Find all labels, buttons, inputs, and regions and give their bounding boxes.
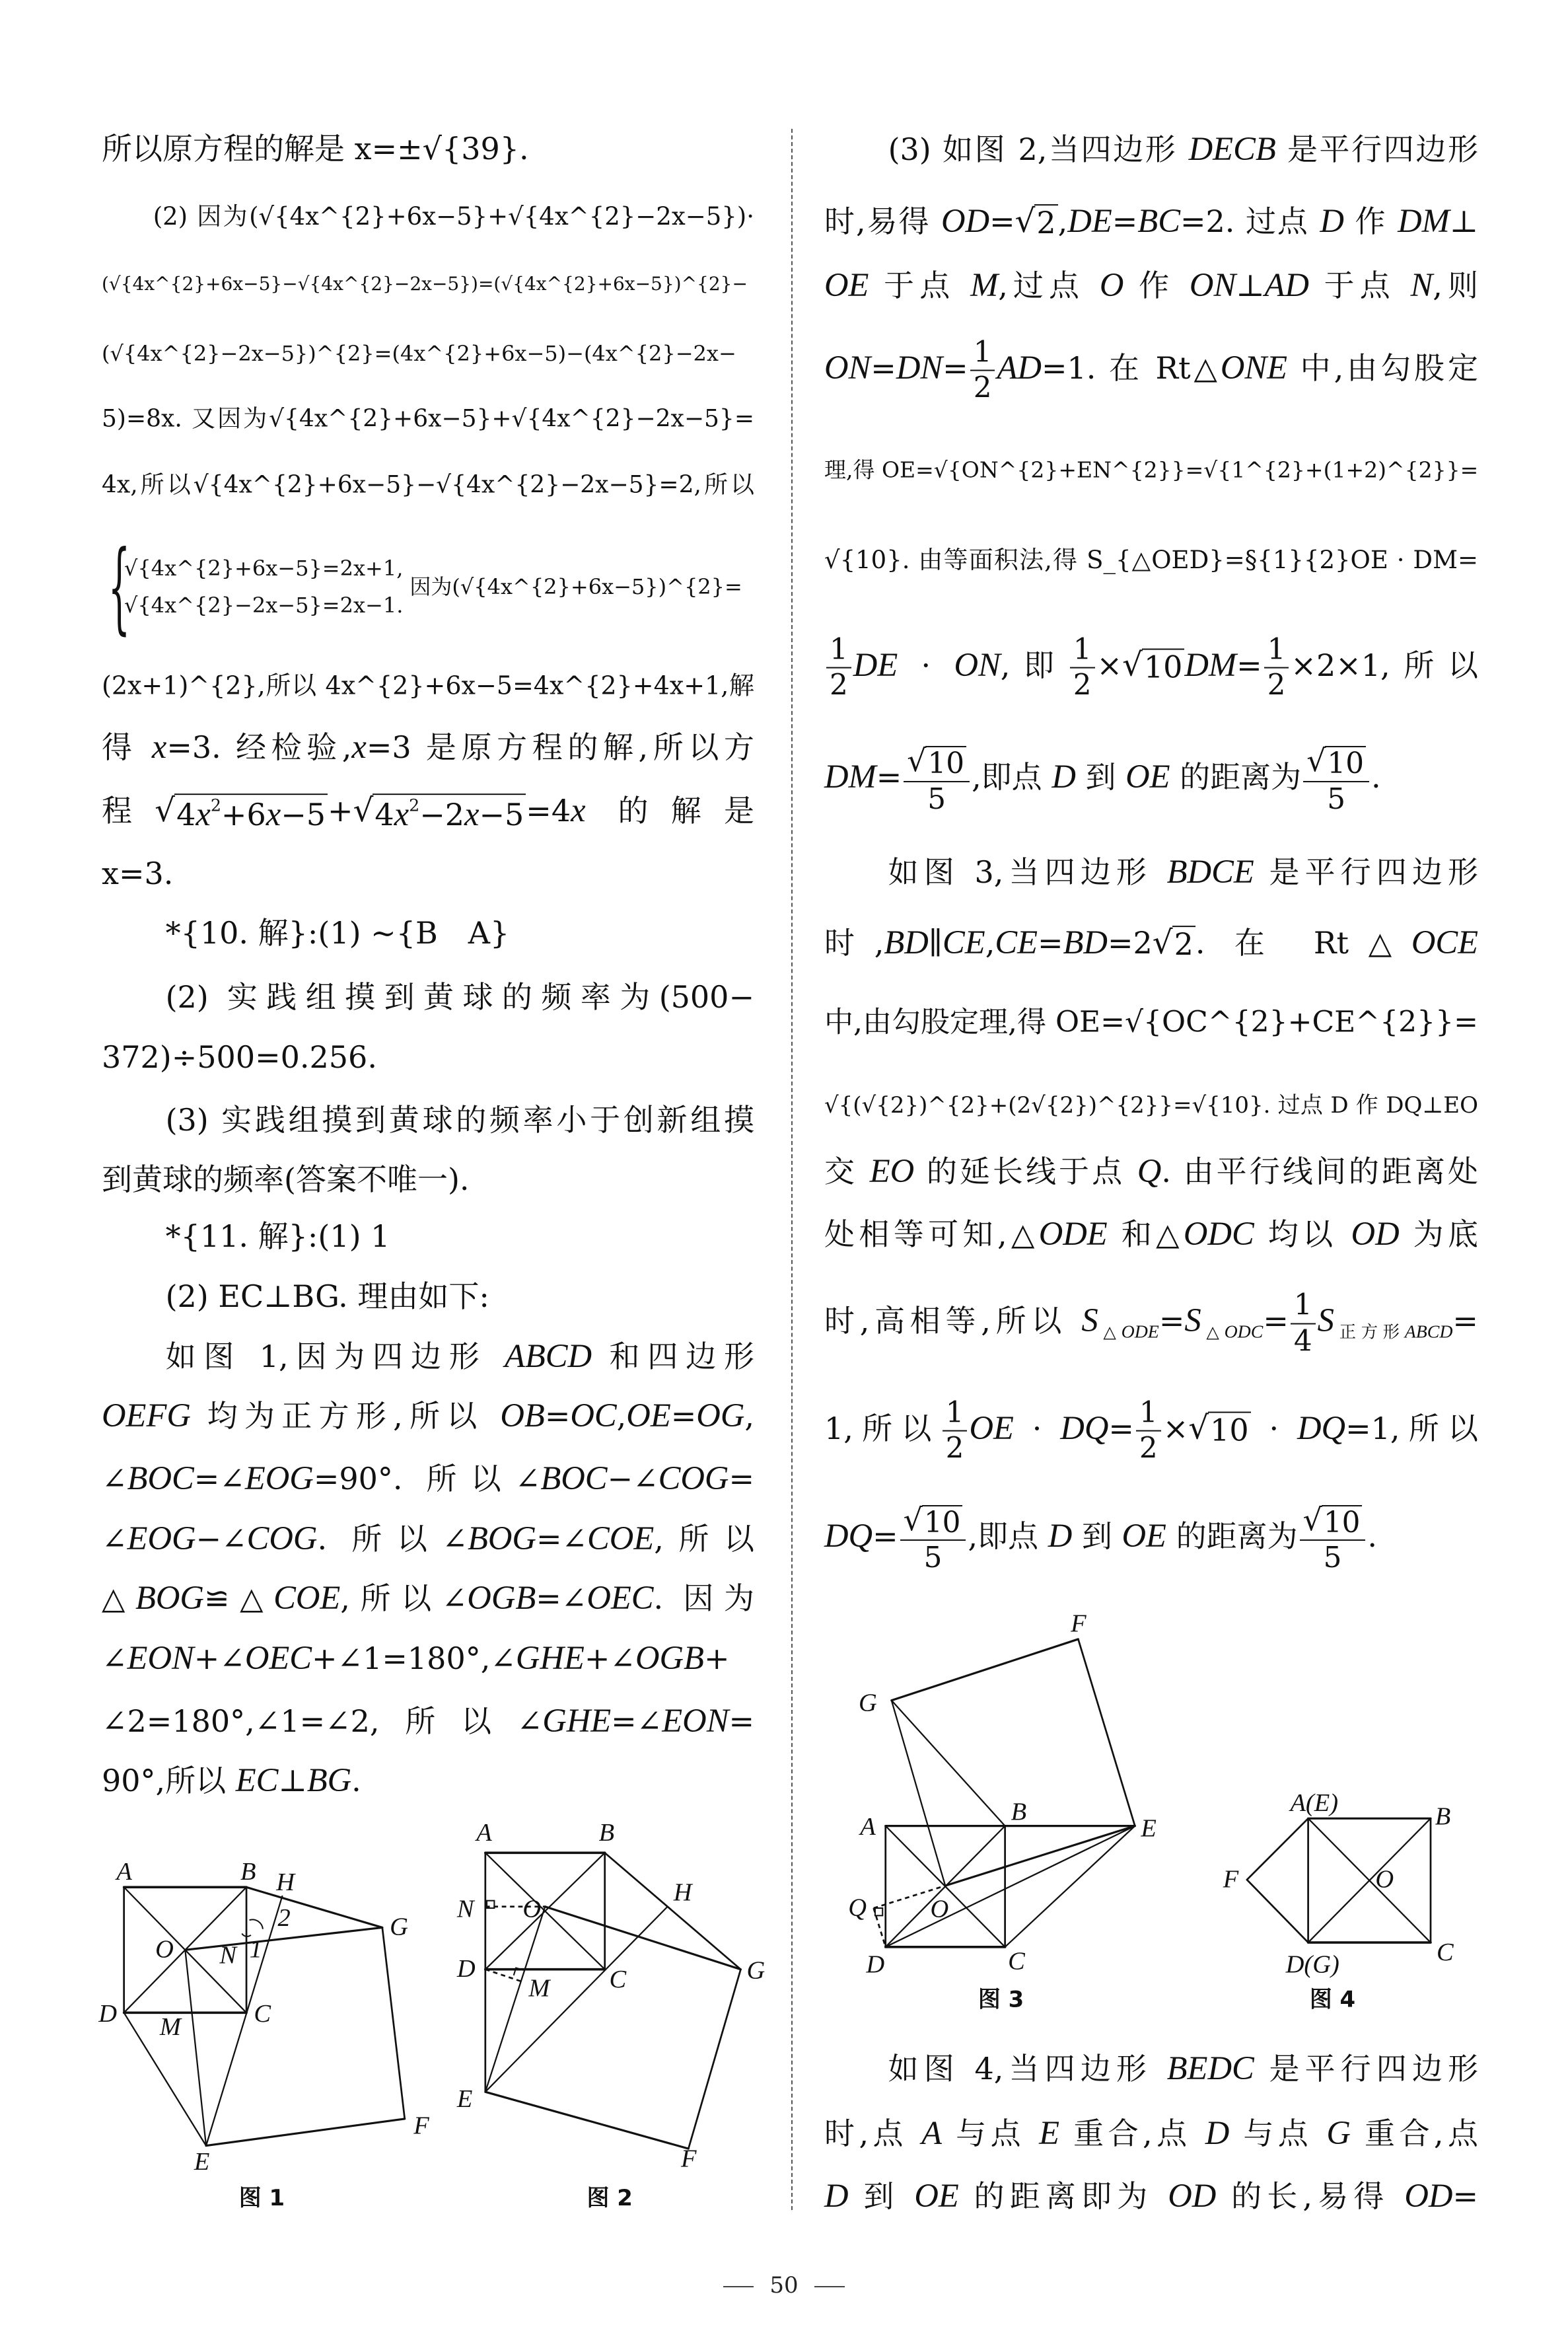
fraction — [1136, 1396, 1161, 1467]
variable: ODE — [1121, 1321, 1159, 1343]
variable: CE — [995, 923, 1038, 961]
text-line: (2) 实践组摸到黄球的频率为(500− — [165, 979, 754, 1015]
fraction — [943, 1396, 968, 1467]
text-line: ∠EON+∠OEC+∠1=180°,∠GHE+∠OGB+ — [102, 1639, 730, 1676]
text-line: OEFG 均为正方形,所以 OB=OC,OE=OG, — [102, 1397, 754, 1434]
variable: OE — [626, 1397, 671, 1434]
point-label-E: E — [194, 2147, 210, 2176]
system-rows — [124, 555, 403, 619]
radicand: 2 — [1172, 926, 1195, 963]
text-line: 处相等可知,△ODE 和△ODC 均以 OD 为底 — [824, 1214, 1479, 1252]
variable: x — [571, 791, 586, 829]
variable: OD — [1168, 2176, 1217, 2214]
system-row: √{4x^{2}+6x−5}=2x+1, — [124, 555, 404, 581]
text-line: 得 x=3. 经检验,x=3 是原方程的解,所以方 — [102, 727, 754, 765]
radical-sign: √ — [903, 1501, 923, 1537]
text-line: DM= √ 10 5 ,即点 D 到 OE 的距离为 √ 10 5 . — [824, 743, 1381, 816]
right-angle-mark-Q — [875, 1908, 882, 1915]
variable: G — [1326, 2114, 1351, 2151]
sqrt-expression — [904, 1502, 963, 1539]
text-line: 交 EO 的延长线于点 Q. 由平行线间的距离处 — [824, 1152, 1479, 1189]
variable: N — [1410, 266, 1433, 303]
variable: x — [351, 727, 367, 765]
variable: DQ — [1060, 1409, 1109, 1447]
numerator: 1 — [943, 1396, 968, 1432]
fraction — [904, 743, 970, 817]
variable: D — [1051, 758, 1076, 795]
figure-caption: 图 1 — [238, 2185, 285, 2211]
numerator — [900, 1502, 966, 1541]
variable: OEC — [587, 1579, 654, 1617]
point-label-B: B — [1011, 1798, 1027, 1826]
text-line: 如图 4,当四边形 BEDC 是平行四边形 — [888, 2049, 1478, 2087]
figure-caption: 图 3 — [978, 1986, 1024, 2012]
fraction — [1300, 1502, 1366, 1576]
variable: OE — [824, 266, 869, 303]
text-line: 372)÷500=0.256. — [102, 1039, 377, 1075]
variable: COE — [273, 1579, 341, 1617]
variable: BOC — [540, 1459, 608, 1497]
sqrt-expression — [1303, 1502, 1363, 1539]
variable: BD — [884, 923, 929, 961]
numerator: 1 — [826, 632, 851, 668]
text-line: ∠2=180°,∠1=∠2,所以∠GHE=∠EON= — [102, 1701, 754, 1739]
text-line: 所以原方程的解是 x=±√{39}. — [102, 131, 529, 167]
text-line: *{11. 解}:(1) 1 — [165, 1218, 390, 1255]
text-line: 中,由勾股定理,得 OE=√{OC^{2}+CE^{2}}= — [824, 1004, 1478, 1039]
radical-sign: √ — [1302, 1501, 1322, 1537]
point-label-M: M — [159, 2013, 181, 2042]
system-row: √{4x^{2}−2x−5}=2x−1. — [124, 592, 404, 618]
variable: BDCE — [1166, 853, 1254, 891]
text-line: (2) 因为(√{4x^{2}+6x−5}+√{4x^{2}−2x−5})· — [153, 202, 754, 231]
variable: DN — [896, 348, 943, 386]
radicand: $4x^2+6x-5$ — [174, 793, 328, 833]
text-line: 1,所以 $\frac{1}{2}$ OE · DQ= $\frac{1}{2}$ × √ 10 · DQ=1,所以 — [824, 1395, 1479, 1466]
text-line: √{(√{2})^{2}+(2√{2})^{2}}=√{10}. 过点 D 作 DQ⊥EO — [824, 1092, 1478, 1119]
text-line: D 到 OE 的距离即为 OD 的长,易得 OD= — [824, 2176, 1478, 2214]
radical-sign: √ — [1015, 202, 1036, 240]
point-label-a2: 2 — [277, 1904, 291, 1933]
point-label-H: H — [276, 1868, 295, 1896]
variable: x — [196, 795, 211, 833]
point-label-B: B — [1435, 1802, 1451, 1831]
figure-segment-GF — [382, 1927, 405, 2118]
page-number: 50 — [769, 2272, 799, 2299]
radicand: 10 — [1325, 747, 1366, 781]
point-label-A: A(E) — [1290, 1789, 1339, 1818]
variable: BEDC — [1166, 2049, 1254, 2087]
variable: ON — [824, 348, 871, 386]
text-line: 理,得 OE=√{ON^{2}+EN^{2}}=√{1^{2}+(1+2)^{2}}= — [824, 457, 1479, 483]
point-label-A: A — [116, 1858, 132, 1886]
text-line: 如图 3,当四边形 BDCE 是平行四边形 — [888, 853, 1478, 891]
figure-segment-EH — [206, 1896, 282, 2146]
radical-sign: √ — [1188, 1410, 1209, 1448]
figure-segment-GO — [892, 1701, 945, 1886]
upright-text: Rt — [1313, 924, 1349, 961]
text-line: 如图 1,因为四边形 ABCD 和四边形 — [165, 1337, 754, 1375]
subscript: △ODC — [1201, 1321, 1264, 1343]
text-line: 时,易得 OD= √ 2 ,DE=BC=2. 过点 D 作 DM⊥ — [824, 200, 1478, 243]
variable: OCE — [1411, 923, 1478, 961]
point-label-E: E — [1141, 1814, 1157, 1843]
variable: COG — [658, 1459, 729, 1497]
denominator: 5 — [1323, 1541, 1342, 1575]
figure-segment-EH — [485, 1907, 668, 2092]
text-line: 程 √ $4x^2+6x-5$ + √ $4x^2-2x-5$ =4x 的解是 — [102, 791, 755, 833]
variable: EON — [127, 1639, 194, 1676]
variable: OE — [1122, 1516, 1166, 1554]
subscript: △ODE — [1098, 1321, 1159, 1343]
denominator: 2 — [830, 668, 848, 702]
superscript: 2 — [409, 795, 420, 815]
text-line: $\frac{1}{2}$ DE · ON,即 $\frac{1}{2}$ × √ 10 DM= $\frac{1}{2}$ ×2×1,所以 — [824, 632, 1478, 703]
variable: x — [151, 727, 167, 765]
text-line: 到黄球的频率(答案不唯一). — [102, 1162, 470, 1198]
subscript: 正方形ABCD — [1334, 1321, 1453, 1343]
radical-sign: √ — [1306, 743, 1326, 779]
denominator: 2 — [1139, 1432, 1158, 1466]
figure-segment-FE — [485, 2092, 688, 2149]
text-line: 时,点 A 与点 E 重合,点 D 与点 G 重合,点 — [824, 2114, 1478, 2151]
variable: x — [394, 795, 410, 833]
fraction — [1070, 632, 1095, 703]
variable: OB — [500, 1397, 545, 1434]
variable: CE — [943, 923, 985, 961]
upright-text: Rt — [1155, 350, 1191, 386]
point-label-B: B — [240, 1858, 256, 1886]
text-line: 时,BD∥CE,CE=BD=2 √ 2 . 在 Rt△OCE — [824, 921, 1478, 965]
variable: AD — [1264, 266, 1309, 303]
fraction — [970, 335, 995, 406]
variable: S — [1081, 1302, 1098, 1339]
text-line: (3) 实践组摸到黄球的频率小于创新组摸 — [165, 1101, 754, 1138]
figure-segment-OE — [945, 1826, 1135, 1886]
variable: DM — [824, 758, 876, 795]
left-brace — [108, 538, 116, 637]
variable: GHE — [515, 1639, 585, 1676]
denominator: 2 — [945, 1432, 964, 1466]
point-label-G: G — [746, 1956, 766, 1985]
variable: ODC — [1224, 1321, 1264, 1343]
point-label-F: F — [413, 2112, 429, 2140]
text-line: (√{4x^{2}−2x−5})^{2}=(4x^{2}+6x−5)−(4x^{2}−2x− — [102, 341, 736, 367]
point-label-F: F — [1071, 1609, 1087, 1638]
numerator: 1 — [970, 335, 995, 371]
variable: GHE — [542, 1701, 612, 1739]
variable: BOC — [127, 1459, 194, 1497]
radicand: $4x^2-2x-5$ — [373, 793, 526, 833]
variable: O — [1099, 266, 1124, 303]
variable: ODC — [1183, 1214, 1254, 1252]
sqrt-expression — [1122, 645, 1184, 686]
sqrt-expression — [353, 790, 526, 834]
variable: OE — [914, 2176, 959, 2214]
point-label-F: F — [1223, 1865, 1239, 1894]
point-label-O: O — [1375, 1865, 1394, 1894]
variable: EOG — [127, 1519, 196, 1557]
variable: DM — [1184, 646, 1237, 683]
denominator: 5 — [923, 1541, 943, 1575]
denominator: 2 — [1267, 668, 1286, 702]
point-label-C: C — [1008, 1947, 1025, 1975]
numerator — [904, 743, 970, 782]
numerator — [1303, 743, 1369, 782]
angle-arc-2 — [250, 1919, 263, 1929]
variable: x — [464, 795, 480, 833]
point-label-D: D(G) — [1285, 1950, 1339, 1979]
variable: S — [1184, 1302, 1201, 1339]
denominator: 5 — [927, 782, 946, 816]
variable: ON — [1189, 266, 1236, 303]
radical-sign: √ — [353, 792, 374, 829]
fraction — [826, 632, 851, 703]
radicand: 10 — [1208, 1412, 1251, 1450]
variable: M — [970, 266, 999, 303]
point-label-H: H — [673, 1878, 692, 1907]
variable: x — [266, 795, 281, 833]
point-label-C: C — [254, 1999, 271, 2028]
text-line: (2x+1)^{2},所以 4x^{2}+6x−5=4x^{2}+4x+1,解 — [102, 671, 754, 700]
point-label-C: C — [609, 1965, 627, 1993]
sqrt-expression — [907, 743, 966, 780]
figure-segment-GF — [688, 1970, 740, 2149]
variable: DQ — [824, 1516, 873, 1554]
variable: A — [921, 2114, 943, 2151]
text-line: △BOG≌△COE,所以∠OGB=∠OEC. 因为 — [102, 1579, 754, 1617]
variable: OE — [969, 1409, 1014, 1447]
variable: AD — [997, 348, 1042, 386]
text-line: 时,高相等,所以 $S_{\triangle ODE}=S_{\triangle ODC}=$ $\frac{1}{4}$ $S_{正方形ABCD}=$ — [824, 1288, 1478, 1358]
point-label-M: M — [528, 1974, 550, 2003]
variable: ON — [954, 646, 1001, 683]
fraction — [1303, 743, 1369, 817]
point-label-Q: Q — [848, 1894, 867, 1922]
figure-segment-FE — [1078, 1639, 1135, 1826]
point-label-O: O — [522, 1895, 542, 1923]
variable: ABCD — [1404, 1321, 1453, 1343]
numerator: 1 — [1136, 1396, 1161, 1432]
point-label-F: F — [680, 2145, 697, 2173]
text-line: √{10}. 由等面积法,得 S_{△OED}=§{1}{2}OE · DM= — [824, 545, 1478, 574]
variable: OD — [1404, 2176, 1453, 2214]
denominator: 5 — [1327, 782, 1345, 816]
variable: OD — [941, 202, 990, 239]
figure-segment-GF — [892, 1639, 1079, 1701]
variable: DQ — [1297, 1409, 1346, 1447]
equation-system-line — [102, 538, 754, 637]
figure-segment-OG — [545, 1907, 740, 1970]
variable: D — [1320, 202, 1344, 239]
variable: DECB — [1188, 130, 1276, 168]
text-line: 90°,所以 EC⊥BG. — [102, 1761, 361, 1799]
variable: COE — [587, 1519, 655, 1557]
figure-segment-CE — [1005, 1826, 1135, 1947]
variable: DE — [1067, 202, 1112, 239]
point-label-A: A — [860, 1813, 876, 1841]
point-label-N: N — [456, 1895, 474, 1923]
point-label-G: G — [390, 1913, 408, 1941]
text-line: (3) 如图 2,当四边形 DECB 是平行四边形 — [888, 130, 1479, 168]
figure-caption: 图 4 — [1309, 1986, 1356, 2012]
text-line: *{10. 解}:(1) ~{B A} — [165, 915, 510, 951]
text-line: ∠EOG−∠COG. 所以∠BOG=∠COE,所以 — [102, 1519, 755, 1557]
variable: D — [824, 2176, 849, 2214]
point-label-a1: 1 — [249, 1935, 262, 1964]
text-line: (√{4x^{2}+6x−5}−√{4x^{2}−2x−5})=(√{4x^{2}+6x−5})^{2}− — [102, 272, 748, 295]
radicand: 10 — [1322, 1505, 1363, 1539]
figure-segment-FA — [1247, 1818, 1308, 1880]
radical-sign: √ — [1152, 924, 1173, 961]
point-label-D: D — [866, 1950, 885, 1979]
figure-segment-DE — [886, 1826, 1135, 1947]
variable: BOG — [467, 1519, 536, 1557]
figure-caption: 图 2 — [587, 2185, 633, 2211]
fraction — [900, 1502, 966, 1576]
variable: D — [1205, 2114, 1230, 2151]
variable: ABCD — [504, 1337, 592, 1375]
fraction — [1291, 1288, 1316, 1359]
variable: EOG — [244, 1459, 314, 1497]
denominator: 4 — [1293, 1324, 1312, 1358]
sqrt-expression — [1188, 1408, 1250, 1450]
point-label-C: C — [1437, 1938, 1454, 1967]
dashed-perpendicular-DM — [485, 1970, 521, 1981]
numerator: 1 — [1264, 632, 1289, 668]
variable: Q — [1137, 1152, 1162, 1189]
numerator — [1300, 1502, 1366, 1541]
equation-system — [102, 538, 742, 637]
variable: OE — [1125, 758, 1170, 795]
figure-segment-GB — [892, 1701, 1005, 1826]
text-line: 4x,所以√{4x^{2}+6x−5}−√{4x^{2}−2x−5}=2,所以 — [102, 471, 754, 499]
sqrt-expression — [1306, 743, 1366, 780]
superscript: 2 — [210, 795, 221, 815]
figure-segment-BG — [246, 1887, 382, 1927]
radicand: 10 — [1142, 648, 1185, 686]
variable: OGB — [635, 1639, 704, 1676]
text-line: OE 于点 M,过点 O 作 ON⊥AD 于点 N,则 — [824, 266, 1478, 303]
variable: EO — [869, 1152, 915, 1189]
fraction — [1264, 632, 1289, 703]
point-label-O: O — [155, 1935, 174, 1964]
text-line: ON=DN= $\frac{1}{2}$ AD=1. 在 Rt△ONE 中,由勾股定 — [824, 335, 1478, 405]
sqrt-expression — [155, 790, 328, 834]
variable: OEFG — [102, 1397, 191, 1434]
sqrt-expression — [1153, 922, 1195, 964]
footer-dash — [814, 2286, 845, 2287]
radical-sign: √ — [907, 743, 927, 779]
denominator: 2 — [1073, 668, 1092, 702]
variable: OG — [696, 1397, 745, 1434]
radicand: 10 — [922, 1505, 963, 1539]
variable: OEC — [244, 1639, 312, 1676]
point-label-O: O — [930, 1895, 949, 1923]
numerator: 1 — [1291, 1288, 1316, 1324]
right-angle-mark-M — [514, 1968, 524, 1975]
variable: DM — [1398, 202, 1450, 239]
radical-sign: √ — [155, 792, 176, 829]
variable: BC — [1137, 202, 1180, 239]
radical-sign: √ — [1122, 646, 1143, 684]
variable: ONE — [1220, 348, 1288, 386]
point-label-E: E — [456, 2085, 473, 2113]
variable: E — [1039, 2114, 1060, 2151]
text-line: (2) EC⊥BG. 理由如下: — [165, 1278, 489, 1314]
figure-segment-FD — [1247, 1880, 1308, 1942]
point-label-B: B — [598, 1819, 615, 1847]
variable: D — [1048, 1516, 1073, 1554]
sqrt-expression — [1015, 201, 1058, 242]
page-footer — [0, 2272, 1568, 2299]
numerator: 1 — [1070, 632, 1095, 668]
variable: BD — [1063, 923, 1108, 961]
point-label-G: G — [859, 1689, 877, 1717]
variable: ODE — [1038, 1214, 1108, 1252]
point-label-A: A — [476, 1819, 492, 1847]
variable: EON — [662, 1701, 729, 1739]
text-line: 5)=8x. 又因为√{4x^{2}+6x−5}+√{4x^{2}−2x−5}= — [102, 405, 754, 433]
variable: EC — [235, 1761, 279, 1799]
point-label-D: D — [456, 1955, 476, 1983]
variable: OC — [570, 1397, 617, 1434]
variable: BOG — [135, 1579, 204, 1617]
text-line: ∠BOC=∠EOG=90°. 所以∠BOC−∠COG= — [102, 1459, 754, 1497]
point-label-D: D — [98, 1999, 117, 2028]
footer-dash — [723, 2286, 754, 2287]
radicand: 10 — [925, 747, 966, 781]
variable: OGB — [467, 1579, 536, 1617]
variable: OD — [1351, 1214, 1400, 1252]
variable: S — [1317, 1302, 1334, 1339]
text-line: x=3. — [102, 855, 174, 891]
variable: BG — [306, 1761, 352, 1799]
variable: COG — [246, 1519, 318, 1557]
text-line: DQ= √ 10 5 ,即点 D 到 OE 的距离为 √ 10 5 . — [824, 1501, 1378, 1575]
system-after-text: 因为(√{4x^{2}+6x−5})^{2}= — [410, 573, 742, 599]
point-label-N: N — [219, 1941, 236, 1970]
figure-segment-FE — [206, 2119, 405, 2146]
radicand: 2 — [1034, 204, 1057, 242]
denominator: 2 — [973, 371, 992, 405]
figure-segment-BG — [605, 1853, 741, 1969]
variable: DE — [853, 646, 898, 683]
